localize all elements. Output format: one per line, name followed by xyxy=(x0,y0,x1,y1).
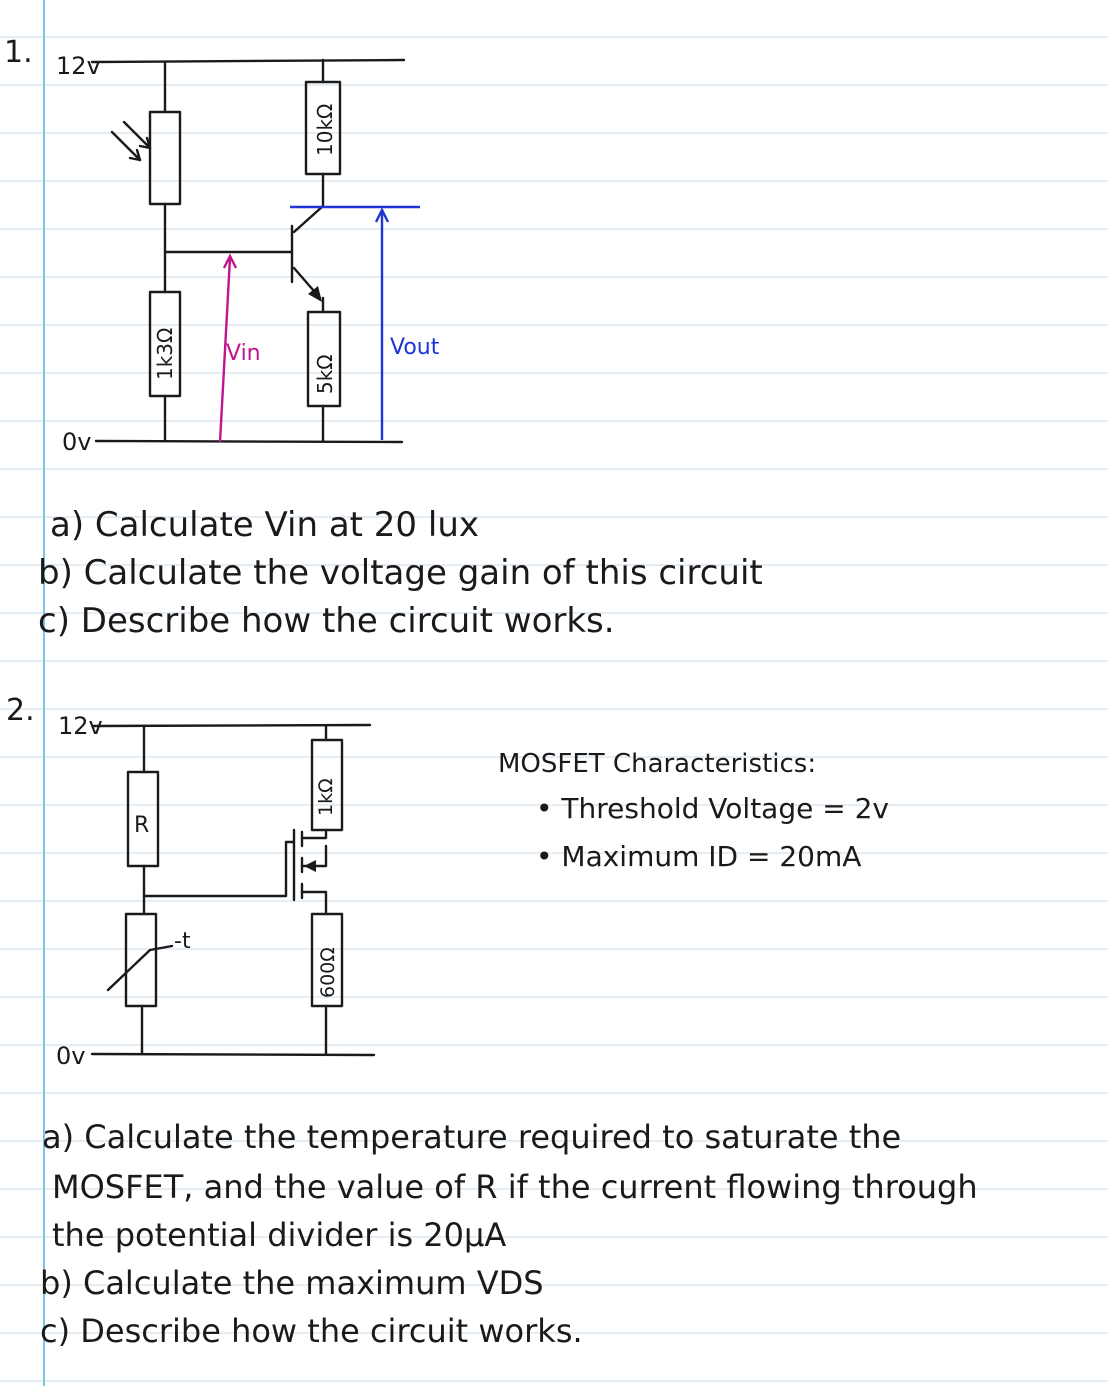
q1-ground-rail xyxy=(96,441,402,442)
resistor-5k-label: 5kΩ xyxy=(313,354,337,394)
q2-supply-rail xyxy=(94,725,370,726)
resistor-r-label: R xyxy=(134,813,150,838)
q2-question-a-line3: the potential divider is 20μA xyxy=(52,1216,507,1254)
q1-supply-rail xyxy=(92,60,404,62)
q2-question-a-line2: MOSFET, and the value of R if the current flowing through xyxy=(52,1168,978,1206)
q2-question-a-line1: a) Calculate the temperature required to saturate the xyxy=(42,1118,902,1156)
q2-circuit xyxy=(92,725,374,1055)
thermistor-label: -t xyxy=(174,929,191,954)
light-arrows-icon xyxy=(112,122,150,160)
q2-question-c: c) Describe how the circuit works. xyxy=(40,1312,583,1350)
q1-question-a: a) Calculate Vin at 20 lux xyxy=(50,505,479,545)
vout-label: Vout xyxy=(390,335,440,360)
question-2 xyxy=(6,693,978,1350)
q2-number: 2. xyxy=(6,693,35,728)
q2-question-b: b) Calculate the maximum VDS xyxy=(40,1264,544,1302)
mosfet-characteristics xyxy=(498,749,889,873)
resistor-1k3-label: 1k3Ω xyxy=(153,327,177,380)
q2-ground-rail xyxy=(92,1054,374,1055)
npn-transistor-icon xyxy=(292,226,322,302)
gate-wire xyxy=(144,842,294,896)
q2-ground-label: 0v xyxy=(56,1042,86,1070)
q1-question-b: b) Calculate the voltage gain of this circuit xyxy=(38,553,763,593)
collector-wire xyxy=(294,174,323,232)
resistor-10k-label: 10kΩ xyxy=(313,103,337,156)
thermistor-slash-icon xyxy=(108,946,172,990)
mosfet-threshold-voltage: • Threshold Voltage = 2v xyxy=(536,792,889,825)
q1-question-c: c) Describe how the circuit works. xyxy=(38,601,615,641)
q1-supply-label: 12v xyxy=(56,52,101,80)
q1-circuit xyxy=(92,60,440,442)
resistor-600-label: 600Ω xyxy=(317,947,339,998)
ldr-resistor xyxy=(150,112,180,204)
mosfet-max-drain-current: • Maximum ID = 20mA xyxy=(536,840,862,873)
resistor-1k-label: 1kΩ xyxy=(315,778,337,816)
vin-label: Vin xyxy=(226,341,261,366)
q1-number: 1. xyxy=(4,35,33,70)
q1-ground-label: 0v xyxy=(62,428,92,456)
mosfet-characteristics-title: MOSFET Characteristics: xyxy=(498,749,817,779)
question-1 xyxy=(4,35,763,641)
q2-supply-label: 12v xyxy=(58,712,103,740)
